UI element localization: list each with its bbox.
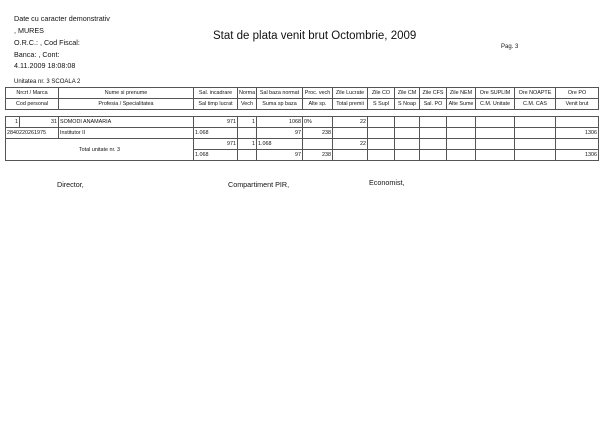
table-spacer <box>6 110 599 117</box>
total-norma: 1 <box>238 139 257 150</box>
total-venit-brut: 1306 <box>556 150 599 161</box>
employee-suma-sp-baza: 97 <box>257 128 303 139</box>
col-venit-brut: Venit brut <box>556 99 599 110</box>
col-s-noap: S Noap <box>395 99 420 110</box>
employee-norma: 1 <box>238 117 257 128</box>
company-county: , MURES <box>14 26 44 35</box>
col-alte-sume: Alte Sume <box>447 99 476 110</box>
table-header-row-2 <box>6 99 599 110</box>
report-timestamp: 4.11.2009 18:08:08 <box>14 61 76 70</box>
col-ore-noapte: Ore NOAPTE <box>515 88 556 99</box>
col-zile-cm: Zile CM <box>395 88 420 99</box>
col-zile-cfs: Zile CFS <box>420 88 447 99</box>
col-profesia: Profesia / Specialitatea <box>59 99 194 110</box>
table-header-row-1 <box>6 88 599 99</box>
employee-sal-baza-normat: 1068 <box>257 117 303 128</box>
col-cm-unitate: C.M. Unitate <box>476 99 515 110</box>
employee-sal-timp-lucrat: 1.068 <box>194 128 238 139</box>
col-vech: Vech <box>238 99 257 110</box>
employee-sal-incadrare: 971 <box>194 117 238 128</box>
unit-label: Unitatea nr. 3 SCOALA 2 <box>14 79 81 85</box>
total-suma-sp-baza: 97 <box>257 150 303 161</box>
page-number: Pag. 3 <box>501 44 519 50</box>
col-suma-sp-baza: Suma sp baza <box>257 99 303 110</box>
payroll-table <box>5 87 599 161</box>
total-alte-sp: 238 <box>303 150 333 161</box>
employee-nrcrt: 1 <box>6 117 20 128</box>
employee-cod-personal: 2840220261975 <box>6 128 59 139</box>
company-orc-cif: O.R.C.: , Cod Fiscal: <box>14 38 80 47</box>
col-total-premii: Total premii <box>333 99 368 110</box>
col-sal-timp-lucrat: Sal timp lucrat <box>194 99 238 110</box>
total-zile-lucrate: 22 <box>333 139 368 150</box>
signature-director: Director, <box>57 180 84 189</box>
col-nrcrt-marca: Nrcrt / Marca <box>6 88 59 99</box>
total-sal-timp-lucrat: 1.068 <box>194 150 238 161</box>
company-name: Date cu caracter demonstrativ <box>14 14 110 23</box>
employee-alte-sp: 238 <box>303 128 333 139</box>
col-alte-sp: Alte sp. <box>303 99 333 110</box>
col-ore-po: Ore PO <box>556 88 599 99</box>
company-bank: Banca: , Cont: <box>14 50 60 59</box>
employee-zile-lucrate: 22 <box>333 117 368 128</box>
col-proc-vech: Proc. vech <box>303 88 333 99</box>
col-sal-baza-normat: Sal baza normat <box>257 88 303 99</box>
col-norma: Norma <box>238 88 257 99</box>
employee-marca: 31 <box>20 117 59 128</box>
employee-proc-vech: 0% <box>303 117 333 128</box>
col-sal-po: Sal. PO <box>420 99 447 110</box>
total-label: Total unitate nr. 3 <box>6 139 194 161</box>
table-row <box>6 128 599 139</box>
col-zile-co: Zile CO <box>368 88 395 99</box>
total-sal-baza-normat: 1.068 <box>257 139 303 150</box>
col-zile-nem: Zile NEM <box>447 88 476 99</box>
col-zile-lucrate: Zile Lucrate <box>333 88 368 99</box>
col-cod-personal: Cod personal <box>6 99 59 110</box>
employee-profesia: Institutor II <box>59 128 194 139</box>
employee-name: SOMODI ANAMARIA <box>59 117 194 128</box>
col-ore-suplim: Ore SUPLIM <box>476 88 515 99</box>
total-sal-incadrare: 971 <box>194 139 238 150</box>
col-nume-prenume: Nume si prenume <box>59 88 194 99</box>
employee-venit-brut: 1306 <box>556 128 599 139</box>
col-sal-incadrare: Sal. incadrare <box>194 88 238 99</box>
signature-economist: Economist, <box>369 178 405 187</box>
col-s-supl: S Supl <box>368 99 395 110</box>
document-title: Stat de plata venit brut Octombrie, 2009 <box>213 30 417 42</box>
col-cm-cas: C.M. CAS <box>515 99 556 110</box>
table-row <box>6 117 599 128</box>
total-row <box>6 139 599 150</box>
signature-compartiment-pir: Compartiment PIR, <box>228 180 290 189</box>
